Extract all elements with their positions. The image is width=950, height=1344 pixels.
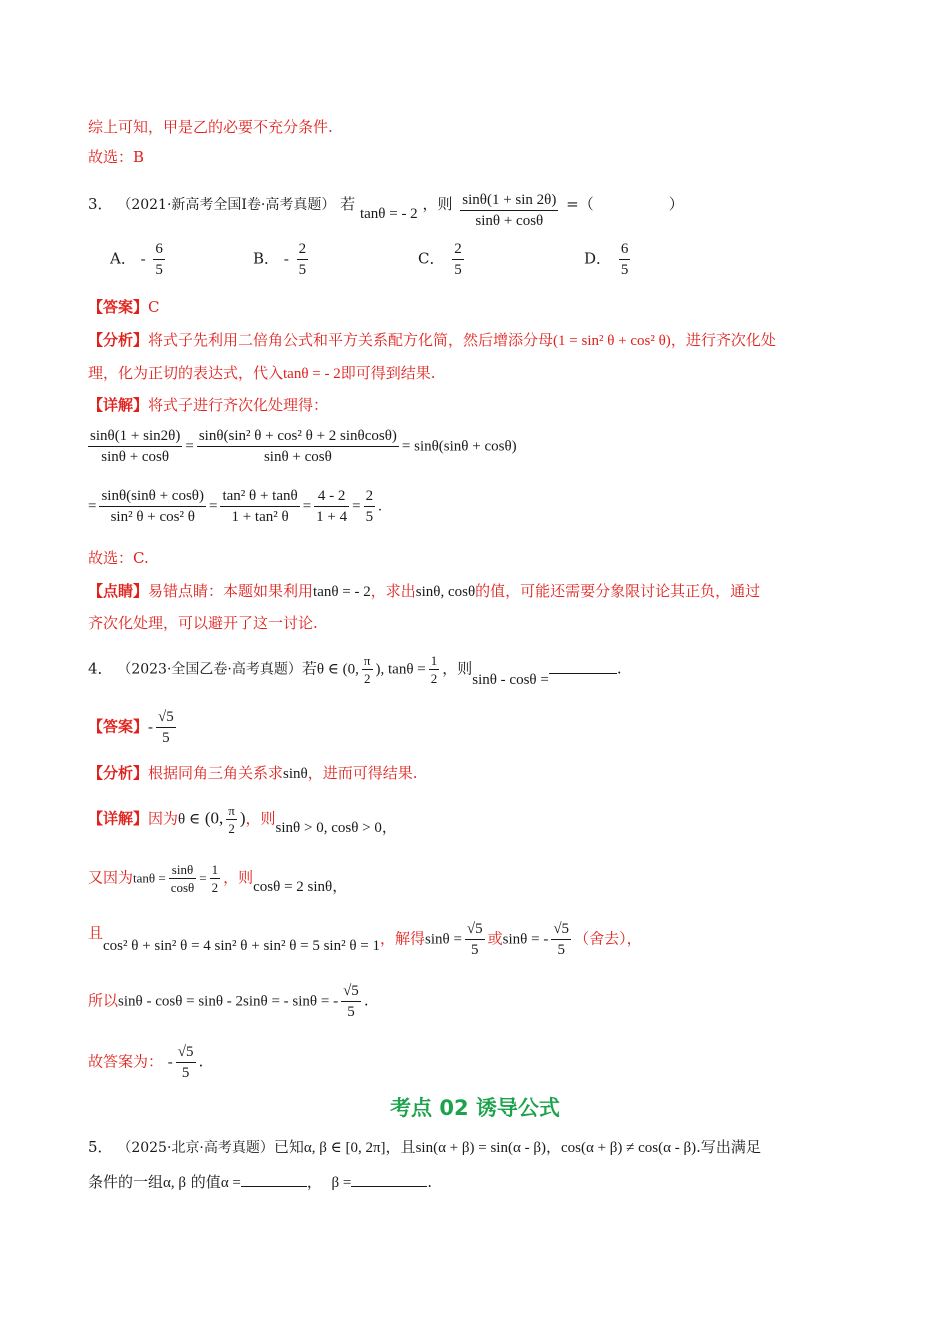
detail-formula: θ ∈	[178, 811, 201, 828]
derivation-fraction	[88, 427, 182, 466]
note-formula: tanθ = - 2	[313, 584, 371, 600]
detail-text: ，则	[245, 809, 276, 828]
alpha-answer-blank[interactable]	[241, 1186, 307, 1187]
option-sign: -	[140, 251, 146, 268]
detail-text: 所以	[88, 991, 119, 1010]
expression-formula: sinθ - cosθ =	[472, 671, 549, 688]
detail-tag: 【详解】	[88, 809, 149, 828]
expression-fraction	[460, 191, 558, 230]
alpha-formula: α =	[220, 1175, 241, 1191]
stem-text: ，	[545, 1138, 561, 1156]
detail-text: ，解得	[380, 929, 426, 948]
analysis-text: 根据同角三角关系求	[148, 764, 284, 782]
fraction-numerator: 1	[430, 653, 438, 668]
detail-text: ，则	[223, 868, 254, 887]
condition-formula: sin(α + β) = sin(α - β)	[415, 1140, 546, 1156]
condition-fraction	[429, 653, 440, 686]
stem-text: 若	[301, 659, 317, 678]
fraction-denominator: 5	[365, 509, 374, 525]
detail-formula: sinθ > 0, cosθ > 0	[275, 819, 382, 836]
fraction-numerator: sinθ(sinθ + cosθ)	[99, 487, 206, 507]
detail-formula: )	[239, 808, 246, 828]
option-fraction	[452, 240, 464, 279]
detail-line	[88, 395, 328, 415]
option-sign: -	[283, 251, 289, 268]
detail-fraction	[210, 862, 221, 895]
equals-sign: =	[185, 438, 194, 455]
fraction-numerator: √5	[551, 920, 571, 940]
question-4	[88, 653, 622, 686]
detail-fraction	[226, 803, 237, 836]
answer-tag: 【答案】	[88, 298, 149, 316]
fraction-denominator: 5	[620, 262, 629, 278]
question-number: 4．	[88, 659, 113, 678]
choice-text: 故选：B	[88, 148, 145, 166]
detail-formula: (0,	[204, 808, 224, 828]
fraction-numerator: π	[228, 803, 235, 818]
stem-text: ，	[306, 1173, 322, 1191]
fraction-denominator: 5	[155, 262, 163, 278]
fraction-denominator: 5	[454, 262, 462, 278]
derivation-fraction	[99, 487, 206, 526]
fraction-denominator: 5	[347, 1004, 355, 1020]
section-title: 考点 02 诱导公式	[390, 1096, 560, 1120]
answer-line	[88, 297, 160, 317]
final-answer-line	[88, 1043, 203, 1082]
answer-value: C	[148, 298, 160, 316]
fraction-numerator: sinθ(1 + sin2θ)	[88, 427, 182, 447]
answer-fraction	[156, 708, 176, 747]
condition-formula: tanθ = - 2	[359, 206, 418, 222]
fraction-numerator: 6	[153, 240, 165, 260]
equals-sign: =	[352, 498, 361, 515]
note-text: ，求出	[370, 582, 416, 600]
analysis-line-2	[88, 363, 436, 384]
fraction-numerator: √5	[156, 708, 176, 728]
analysis-text: ，进而可得结果.	[307, 764, 418, 782]
detail-text: （舍去），	[574, 929, 642, 948]
analysis-text: 理，化为正切的表达式，代入	[88, 364, 284, 382]
detail-formula: tanθ =	[133, 870, 166, 886]
stem-text: ，则	[422, 195, 453, 213]
question-5-line-2	[88, 1172, 432, 1193]
fraction-numerator: sinθ(1 + sin 2θ)	[460, 191, 558, 211]
note-text: 的值，可能还需要分象限讨论其正负，通过	[475, 582, 761, 600]
analysis-line	[88, 763, 418, 784]
fraction-denominator: 5	[162, 730, 170, 746]
summary-text: 综上可知，甲是乙的必要不充分条件.	[88, 118, 333, 136]
derivation-line-2: = $\frac{\sin\theta(\sin\theta + \cos\theta)}{\text{sin² θ + cos² θ}}$ = $\frac{\text{tan² θ + tanθ}}{\text{1 + tan² θ}}$ = $\frac{4 - 2}{1 + 4}$ = $\frac{2}{5}$ .	[88, 488, 382, 525]
note-text: 易错点睛：本题如果利用	[148, 582, 314, 600]
final-sign: -	[167, 1054, 173, 1071]
stem-text: ，且	[385, 1138, 416, 1156]
condition-formula: α, β ∈ [0, 2π]	[303, 1140, 386, 1156]
detail-text: 将式子进行齐次化处理得：	[148, 396, 329, 414]
fraction-denominator: 2	[211, 880, 219, 895]
question-3	[88, 191, 684, 230]
fraction-numerator: 2	[297, 240, 309, 260]
fraction-denominator: sinθ + cosθ	[475, 213, 544, 229]
question-source: （2021·新高考全国Ⅰ卷·高考真题）	[117, 197, 336, 213]
option-fraction	[153, 240, 165, 279]
detail-formula: sinθ = -	[502, 931, 549, 948]
analysis-formula: (1 = sin² θ + cos² θ)	[553, 333, 671, 349]
fraction-numerator: √5	[465, 920, 485, 940]
fraction-denominator: 5	[298, 262, 307, 278]
question-number: 3．	[88, 195, 113, 213]
detail-tag: 【详解】	[88, 396, 149, 414]
fraction-denominator: sinθ + cosθ	[101, 449, 170, 465]
stem-text: ，则	[442, 659, 473, 678]
fraction-numerator: 2	[452, 240, 464, 260]
note-line-1	[88, 581, 760, 602]
analysis-text: 即可得到结果.	[340, 364, 436, 382]
fraction-numerator: √5	[176, 1043, 196, 1063]
stem-text: 若	[340, 195, 356, 213]
option-d	[584, 240, 633, 279]
detail-text: ，	[332, 876, 348, 895]
fraction-numerator: 1	[211, 862, 219, 877]
fraction-numerator: 6	[619, 240, 631, 260]
derivation-fraction	[197, 427, 399, 466]
period: .	[427, 1173, 433, 1191]
analysis-text: 将式子先利用二倍角公式和平方关系配方化简，然后增添分母	[148, 331, 554, 349]
detail-line-1	[88, 803, 397, 836]
question-number: 5．	[88, 1138, 113, 1156]
period: .	[363, 991, 369, 1010]
note-formula: sinθ, cosθ	[415, 584, 476, 600]
detail-fraction	[169, 862, 197, 895]
note-line-2: 齐次化处理，可以避开了这一讨论.	[88, 614, 318, 632]
fraction-numerator: √5	[341, 982, 361, 1002]
detail-line-4	[88, 982, 369, 1021]
detail-formula: cosθ = 2 sinθ	[253, 878, 333, 895]
choice-text: 故选：C.	[88, 549, 149, 567]
detail-text: 或	[487, 929, 503, 948]
answer-line	[88, 708, 179, 747]
detail-fraction	[465, 920, 485, 959]
final-text: 故答案为：	[88, 1052, 164, 1071]
period: .	[616, 659, 622, 678]
option-label: B．	[253, 249, 280, 268]
stem-text: .写出满足	[696, 1138, 761, 1156]
question-5	[88, 1137, 761, 1158]
equals-sign: =	[302, 498, 312, 515]
fraction-denominator: 2	[228, 821, 235, 836]
detail-line-2	[88, 862, 347, 895]
option-b	[253, 240, 311, 279]
detail-formula: sinθ =	[425, 931, 462, 948]
analysis-tag: 【分析】	[88, 331, 149, 349]
detail-text: 又因为	[88, 868, 134, 887]
detail-text: 且	[88, 923, 104, 942]
detail-formula: cos² θ + sin² θ = 4 sin² θ + sin² θ = 5 sin² θ = 1	[103, 937, 380, 954]
fraction-numerator: sinθ(sin² θ + cos² θ + 2 sinθcosθ)	[197, 427, 399, 447]
detail-text: ，	[381, 817, 397, 836]
stem-text: 已知	[273, 1138, 304, 1156]
analysis-text: ，进行齐次化处	[670, 331, 776, 349]
answer-tag: 【答案】	[88, 717, 149, 736]
detail-fraction	[551, 920, 571, 959]
stem-text: 条件的一组	[88, 1173, 164, 1191]
equals-sign: =	[88, 498, 97, 515]
fraction-denominator: sin² θ + cos² θ	[110, 509, 195, 525]
analysis-tag: 【分析】	[88, 764, 149, 782]
question-source: （2025·北京·高考真题）	[117, 1140, 274, 1156]
option-fraction	[619, 240, 631, 279]
derivation-line-1	[88, 427, 517, 466]
derivation-result: = sinθ(sinθ + cosθ)	[401, 438, 517, 455]
derivation-fraction	[314, 487, 349, 526]
beta-answer-blank[interactable]	[351, 1186, 427, 1187]
stem-text: 的值	[190, 1173, 221, 1191]
fraction-numerator: 4 - 2	[314, 487, 349, 507]
option-label: C．	[418, 249, 445, 268]
fraction-numerator: π	[363, 653, 371, 668]
period: .	[198, 1052, 204, 1071]
fraction-numerator: tan² θ + tanθ	[220, 487, 299, 507]
detail-fraction	[341, 982, 361, 1021]
analysis-formula: tanθ = - 2	[283, 366, 341, 382]
beta-formula: β =	[331, 1175, 352, 1191]
condition-formula: cos(α + β) ≠ cos(α - β)	[560, 1140, 697, 1156]
fraction-denominator: 1 + tan² θ	[231, 509, 289, 525]
condition-formula: ), tanθ =	[375, 661, 426, 678]
fraction-denominator: 5	[181, 1065, 190, 1081]
final-fraction	[176, 1043, 196, 1082]
derivation-fraction	[364, 487, 376, 526]
equals-sign: =	[208, 498, 218, 515]
fraction-numerator: 2	[364, 487, 376, 507]
answer-sign: -	[148, 719, 154, 736]
option-c	[418, 240, 467, 279]
analysis-line-1	[88, 330, 776, 351]
option-a	[110, 240, 168, 279]
fraction-denominator: sinθ + cosθ	[263, 449, 332, 465]
option-label: D．	[584, 249, 612, 268]
detail-text: 因为	[148, 809, 179, 828]
condition-formula: θ ∈ (0,	[316, 661, 359, 678]
stem-text: =（ ）	[566, 195, 684, 213]
answer-blank[interactable]	[549, 673, 617, 674]
equals-sign: =	[199, 870, 207, 886]
detail-line-3	[88, 920, 642, 959]
detail-formula: sinθ - cosθ = sinθ - 2sinθ = - sinθ = -	[118, 993, 339, 1010]
fraction-denominator: 5	[557, 942, 565, 958]
fraction-denominator: 2	[363, 671, 371, 686]
option-fraction	[297, 240, 309, 279]
condition-fraction	[362, 653, 373, 686]
fraction-denominator: 2	[430, 671, 438, 686]
derivation-fraction	[220, 487, 299, 526]
note-tag: 【点睛】	[88, 582, 149, 600]
fraction-denominator: 5	[471, 942, 479, 958]
condition-formula: α, β	[163, 1175, 187, 1191]
fraction-numerator: sinθ	[169, 862, 197, 879]
option-label: A．	[110, 249, 136, 268]
question-source: （2023·全国乙卷·高考真题）	[117, 661, 302, 678]
fraction-denominator: 1 + 4	[316, 509, 348, 525]
analysis-formula: sinθ	[283, 766, 308, 782]
fraction-denominator: cosθ	[170, 880, 195, 895]
